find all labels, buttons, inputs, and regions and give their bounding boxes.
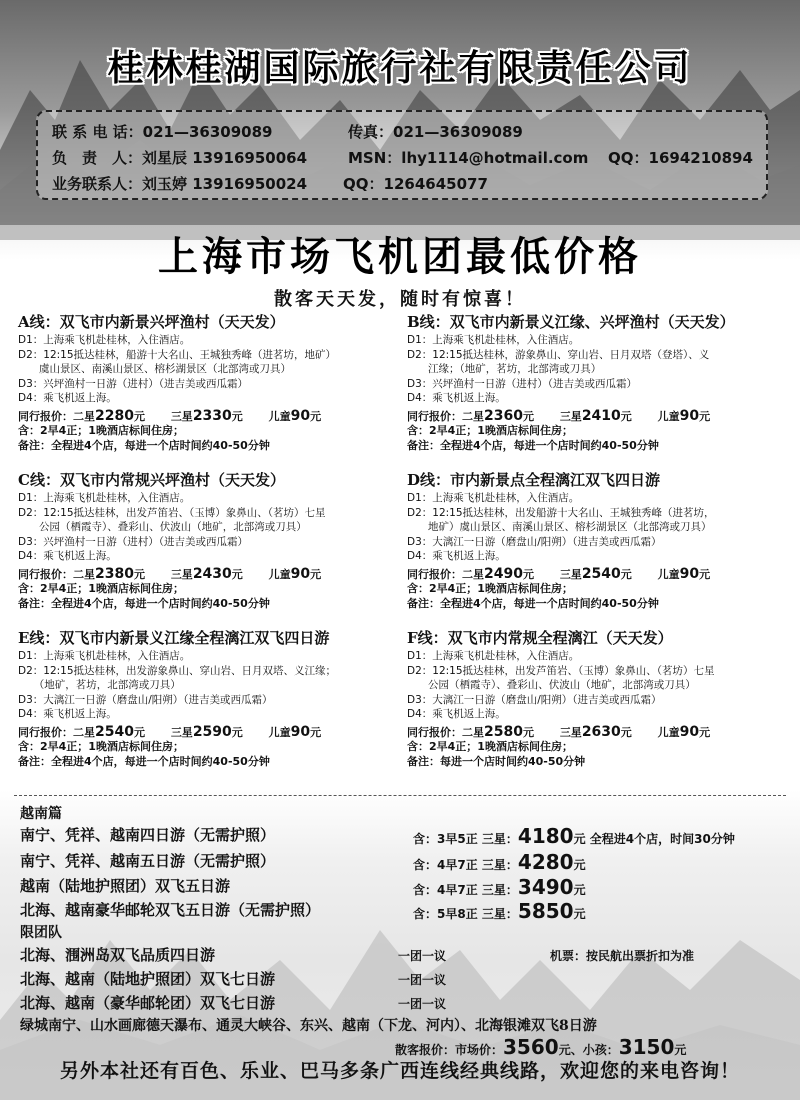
msn-label: MSN： [348,149,402,167]
qq1-line [608,147,753,168]
include-text: 含：3早5正 [413,832,478,846]
unit: 元 [231,409,243,423]
price-label: 散客报价：市场价： [395,1043,504,1057]
two-star-price: 2490 [484,565,523,582]
manager-line [52,147,307,168]
unit: 元 [522,409,534,423]
route-day: D1：上海乘飞机赴桂林，入住酒店。 [18,334,191,346]
child-price: 90 [290,407,311,424]
route-c [18,470,398,611]
unit: 元 [620,409,632,423]
two-star-label: 二星 [73,409,95,423]
vietnam-route-info [413,875,586,899]
fax-number: 021—36309089 [393,123,523,141]
route-day: D4：乘飞机返上海。 [407,550,506,562]
unit: 元 [133,725,145,739]
three-star-label: 三星 [559,409,582,423]
three-star-price: 2410 [581,407,621,424]
route-day: 地矿）虞山景区、南溪山景区、榕杉湖景区（北部湾或刀具） [407,521,712,533]
footer-note: 另外本社还有百色、乐业、巴马多条广西连线经典线路，欢迎您的来电咨询！ [59,1060,740,1082]
route-day: D2：12:15抵达桂林，出发芦笛岩、（玉博）象鼻山、（茗坊）七星 [18,506,326,519]
route-b [407,312,792,453]
route-day: D3：大漓江一日游（磨盘山/阳朔）（进吉美或西瓜霜） [407,693,662,706]
route-price: 5850 [517,899,574,923]
fax-line [348,121,523,142]
route-day: D3：兴坪渔村一日游（进村）（进吉美或西瓜霜） [18,377,249,390]
unit: 元 [620,725,632,739]
group-row [20,968,795,992]
vietnam-route-info [413,850,586,874]
group-row [20,944,795,968]
route-day: 公园（栖霞寺）、叠彩山、伏波山（地矿，北部湾或刀具） [407,679,696,691]
route-a [18,312,398,453]
manager-label: 负 责 人： [52,149,143,167]
include-text: 含：4早7正 [413,858,478,872]
child-label: 儿童 [268,725,291,739]
route-day: 公园（栖霞寺）、叠彩山、伏波山（地矿，北部湾或刀具） [18,521,307,533]
route-title: C线：双飞市内常规兴坪渔村（天天发） [18,471,285,489]
qq2-number: 1264645077 [383,175,488,193]
biz-line [52,173,307,194]
route-day: D3：兴坪渔村一日游（进村）（进吉美或西瓜霜） [407,377,638,390]
biz-label: 业务联系人： [52,175,143,193]
contact-box [36,110,768,200]
company-name: 桂林桂湖国际旅行社有限责任公司 [107,48,693,89]
vietnam-route-name: 南宁、凭祥、越南五日游（无需护照） [20,852,276,870]
fax-label: 传真： [348,123,394,141]
route-day: D1：上海乘飞机赴桂林，入住酒店。 [18,492,191,504]
route-day: 江缘；（地矿，茗坊，北部湾或刀具） [407,363,602,375]
two-star-price: 2360 [484,407,523,424]
route-day: D3：大漓江一日游（磨盘山/阳朔）（进吉美或西瓜霜） [407,535,662,548]
group-price: 一团一议 [398,949,447,963]
unit: 元 [133,567,145,581]
route-title: E线：双飞市内新景义江缘全程漓江双飞四日游 [18,629,330,647]
include-note: 含：2早4正；1晚酒店标间住房； [18,424,184,437]
three-star-label: 三星 [170,567,193,581]
three-star-price: 2590 [192,723,232,740]
route-title: A线：双飞市内新景兴坪渔村（天天发） [18,313,285,331]
child-price: 90 [679,565,700,582]
group-route-name: 北海、涠洲岛双飞品质四日游 [20,946,216,964]
two-star-label: 二星 [73,725,95,739]
route-price: 3490 [517,875,574,899]
route-day: D1：上海乘飞机赴桂林，入住酒店。 [407,650,580,662]
unit: 元 [310,409,322,423]
route-day: D4：乘飞机返上海。 [18,392,117,404]
three-star-price: 2540 [581,565,621,582]
include-note: 含：2早4正；1晚酒店标间住房； [18,740,184,753]
route-day: D1：上海乘飞机赴桂林，入住酒店。 [407,492,580,504]
unit: 元 [231,725,243,739]
long-route-name: 绿城南宁、山水画廊德天瀑布、通灵大峡谷、东兴、越南（下龙、河内）、北海银滩双飞8日游 [20,1018,597,1034]
manager-contact[interactable]: 刘星辰 13916950064 [142,149,308,167]
three-star-price: 2430 [192,565,232,582]
two-star-price: 2580 [484,723,523,740]
remark-note: 备注：全程进4个店，每进一个店时间约40-50分钟 [18,754,270,768]
child-price: 3150 [618,1035,675,1059]
phone-number[interactable]: 021—36309089 [142,123,273,141]
unit: 元 [699,567,711,581]
route-day: D2：12:15抵达桂林，游象鼻山、穿山岩、日月双塔（登塔）、义 [407,348,710,361]
group-heading: 限团队 [20,925,62,941]
star-label: 三星： [481,832,518,846]
three-star-label: 三星 [170,725,193,739]
route-d [407,470,792,611]
remark-note: 备注：全程进4个店，每进一个店时间约40-50分钟 [18,596,270,610]
two-star-label: 二星 [73,567,95,581]
remark-note: 备注：全程进4个店，每进一个店时间约40-50分钟 [407,438,659,452]
two-star-price: 2280 [95,407,134,424]
main-title: 上海市场飞机团最低价格 [158,233,642,280]
three-star-price: 2630 [581,723,621,740]
unit: 元 [133,409,145,423]
three-star-label: 三星 [170,409,193,423]
unit: 元 [522,725,534,739]
vietnam-route-name: 越南（陆地护照团）双飞五日游 [20,877,231,895]
vietnam-route-name: 北海、越南豪华邮轮双飞五日游（无需护照） [20,901,321,919]
adult-price: 3560 [503,1035,559,1059]
price-line [407,567,792,583]
child-price: 90 [290,565,311,582]
route-day: D2：12:15抵达桂林，船游十大名山、王城独秀峰（进茗坊，地矿） [18,348,337,361]
unit: 元 [310,725,322,739]
qq2-label: QQ： [343,175,384,193]
route-title: D线：市内新景点全程漓江双飞四日游 [407,471,661,489]
include-note: 含：2早4正；1晚酒店标间住房； [407,582,573,595]
price-line [407,409,792,425]
child-price: 90 [290,723,311,740]
two-star-label: 二星 [462,567,484,581]
route-day: D3：大漓江一日游（磨盘山/阳朔）（进吉美或西瓜霜） [18,693,273,706]
airfare-note: 机票：按民航出票折扣为准 [550,949,695,963]
unit: 元 [573,858,586,872]
qq1-number: 1694210894 [648,149,753,167]
unit: 元 [573,832,586,846]
two-star-label: 二星 [462,725,484,739]
child-label: 儿童 [657,409,680,423]
phone-line [52,121,272,142]
price-line [18,567,398,583]
price-line [18,409,398,425]
unit: 元 [699,725,711,739]
route-day: （地矿，茗坊，北部湾或刀具） [18,679,181,691]
unit: 元 [620,567,632,581]
group-price: 一团一议 [398,997,447,1011]
section-divider [14,795,786,796]
vietnam-row [20,875,795,899]
remark-note: 备注：全程进4个店，每进一个店时间约40-50分钟 [407,596,659,610]
price-label: 同行报价： [407,725,462,739]
child-label: 儿童 [657,567,680,581]
price-label: 同行报价： [407,567,462,581]
vietnam-row [20,850,795,874]
route-title: F线：双飞市内常规全程漓江（天天发） [407,629,673,647]
unit: 元 [674,1043,687,1057]
unit: 元 [231,567,243,581]
route-day: D1：上海乘飞机赴桂林，入住酒店。 [18,650,191,662]
qq2-line [343,173,488,194]
include-text: 含：4早7正 [413,883,478,897]
route-day: D4：乘飞机返上海。 [407,392,506,404]
route-day: D3：兴坪渔村一日游（进村）（进吉美或西瓜霜） [18,535,249,548]
three-star-label: 三星 [559,725,582,739]
three-star-label: 三星 [559,567,582,581]
route-day: D4：乘飞机返上海。 [18,550,117,562]
include-note: 含：2早4正；1晚酒店标间住房； [18,582,184,595]
route-day: D4：乘飞机返上海。 [18,708,117,720]
vietnam-heading: 越南篇 [20,806,62,822]
route-day: D2：12:15抵达桂林，出发船游十大名山、王城独秀峰（进茗坊， [407,506,715,519]
group-route-name: 北海、越南（豪华邮轮团）双飞七日游 [20,994,276,1012]
phone-label: 联 系 电 话： [52,123,143,141]
vietnam-route-info [413,824,735,848]
unit: 元 [573,883,586,897]
subtitle: 散客天天发，随时有惊喜！ [274,289,526,310]
route-price: 4280 [517,850,574,874]
biz-contact[interactable]: 刘玉婷 13916950024 [142,175,308,193]
group-route-name: 北海、越南（陆地护照团）双飞七日游 [20,970,276,988]
vietnam-row [20,899,795,923]
include-note: 含：2早4正；1晚酒店标间住房； [407,740,573,753]
price-label: 同行报价： [18,567,73,581]
route-day: D1：上海乘飞机赴桂林，入住酒店。 [407,334,580,346]
route-day: D2：12:15抵达桂林，出发游象鼻山、穿山岩、日月双塔、义江缘； [18,664,337,677]
star-label: 三星： [481,858,518,872]
group-row [20,992,795,1016]
route-f [407,628,792,769]
two-star-label: 二星 [462,409,484,423]
unit: 元 [699,409,711,423]
msn-email[interactable]: lhy1114@hotmail.com [401,149,589,167]
two-star-price: 2540 [95,723,134,740]
star-label: 三星： [481,883,518,897]
extra-note: 全程进4个店，时间30分钟 [589,832,735,846]
child-price: 90 [679,407,700,424]
price-label: 同行报价： [18,725,73,739]
child-label: 元、小孩： [558,1043,619,1057]
route-day: D4：乘飞机返上海。 [407,708,506,720]
qq1-label: QQ： [608,149,649,167]
price-line [407,725,792,741]
include-text: 含：5早8正 [413,907,478,921]
vietnam-route-info [413,899,586,923]
route-day: 虞山景区、南溪山景区、榕杉湖景区（北部湾或刀具） [18,363,291,375]
route-day: D2：12:15抵达桂林，出发芦笛岩、（玉博）象鼻山、（茗坊）七星 [407,664,715,677]
vietnam-route-name: 南宁、凭祥、越南四日游（无需护照） [20,826,276,844]
child-price: 90 [679,723,700,740]
remark-note: 备注：每进一个店时间约40-50分钟 [407,754,586,768]
price-line [18,725,403,741]
child-label: 儿童 [268,409,291,423]
vietnam-row [20,824,795,848]
unit: 元 [310,567,322,581]
unit: 元 [573,907,586,921]
child-label: 儿童 [657,725,680,739]
msn-line [348,147,588,168]
two-star-price: 2380 [95,565,134,582]
child-label: 儿童 [268,567,291,581]
star-label: 三星： [481,907,518,921]
unit: 元 [522,567,534,581]
route-price: 4180 [517,824,574,848]
three-star-price: 2330 [192,407,232,424]
route-e [18,628,403,769]
group-price: 一团一议 [398,973,447,987]
remark-note: 备注：全程进4个店，每进一个店时间约40-50分钟 [18,438,270,452]
price-label: 同行报价： [18,409,73,423]
route-title: B线：双飞市内新景义江缘、兴坪渔村（天天发） [407,313,735,331]
include-note: 含：2早4正；1晚酒店标间住房； [407,424,573,437]
price-label: 同行报价： [407,409,462,423]
